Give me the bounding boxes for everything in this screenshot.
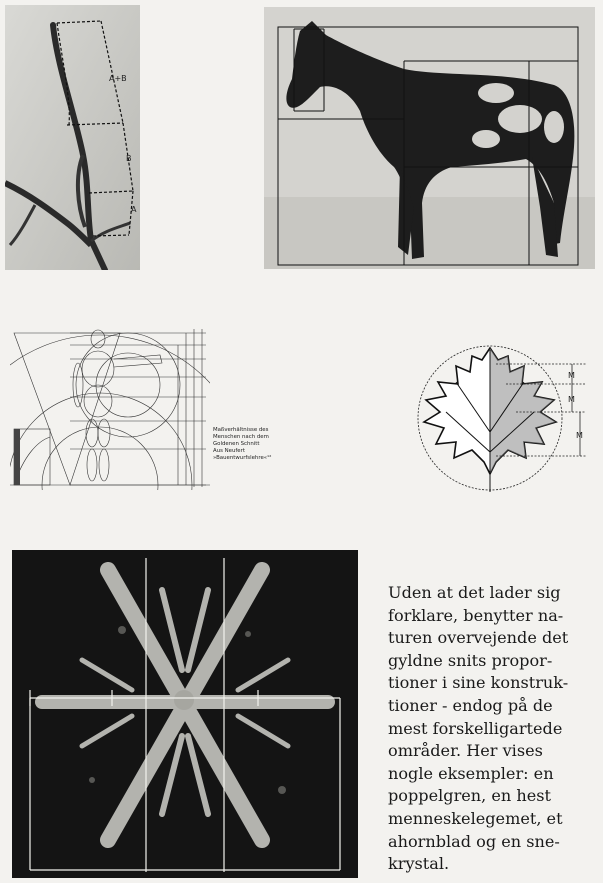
label-m-middle: M bbox=[568, 395, 575, 404]
maple-leaf-diagram bbox=[416, 342, 596, 494]
text-line: ahornblad og en sne- bbox=[388, 831, 560, 851]
text-line: tioner i sine konstruk- bbox=[388, 673, 569, 693]
text-line: Uden at det lader sig bbox=[388, 583, 561, 602]
text-line: nogle eksempler: en bbox=[388, 763, 554, 783]
text-line: krystal. bbox=[388, 854, 450, 874]
body-paragraph bbox=[388, 582, 593, 876]
label-b: B bbox=[126, 154, 132, 163]
horse-photo bbox=[264, 7, 595, 269]
text-line: turen overvejende det bbox=[388, 628, 569, 648]
caption-line: »Bauentwurfslehre«¹² bbox=[213, 455, 272, 461]
text-line: forklare, benytter na- bbox=[388, 605, 564, 625]
text-line: mest forskelligartede bbox=[388, 718, 563, 738]
caption-line: Goldenen Schnitt bbox=[213, 441, 260, 447]
human-diagram-caption bbox=[213, 427, 303, 462]
poplar-branch-photo bbox=[5, 5, 140, 270]
text-line: menneskelegemet, et bbox=[388, 808, 563, 828]
label-m-lower: M bbox=[576, 431, 583, 440]
snow-crystal-photo bbox=[12, 550, 358, 878]
label-a: A bbox=[131, 205, 137, 214]
human-proportions-diagram bbox=[10, 325, 210, 490]
text-line: tioner - endog på de bbox=[388, 695, 553, 715]
caption-line: Maßverhältnisse des bbox=[213, 427, 269, 433]
label-a-plus-b: A+B bbox=[109, 74, 127, 83]
caption-line: Aus Neufert bbox=[213, 448, 245, 454]
text-line: poppelgren, en hest bbox=[388, 786, 552, 806]
caption-line: Menschen nach dem bbox=[213, 434, 269, 440]
label-m-upper: M bbox=[568, 371, 575, 380]
text-line: områder. Her vises bbox=[388, 741, 543, 761]
text-line: gyldne snits propor- bbox=[388, 650, 553, 670]
